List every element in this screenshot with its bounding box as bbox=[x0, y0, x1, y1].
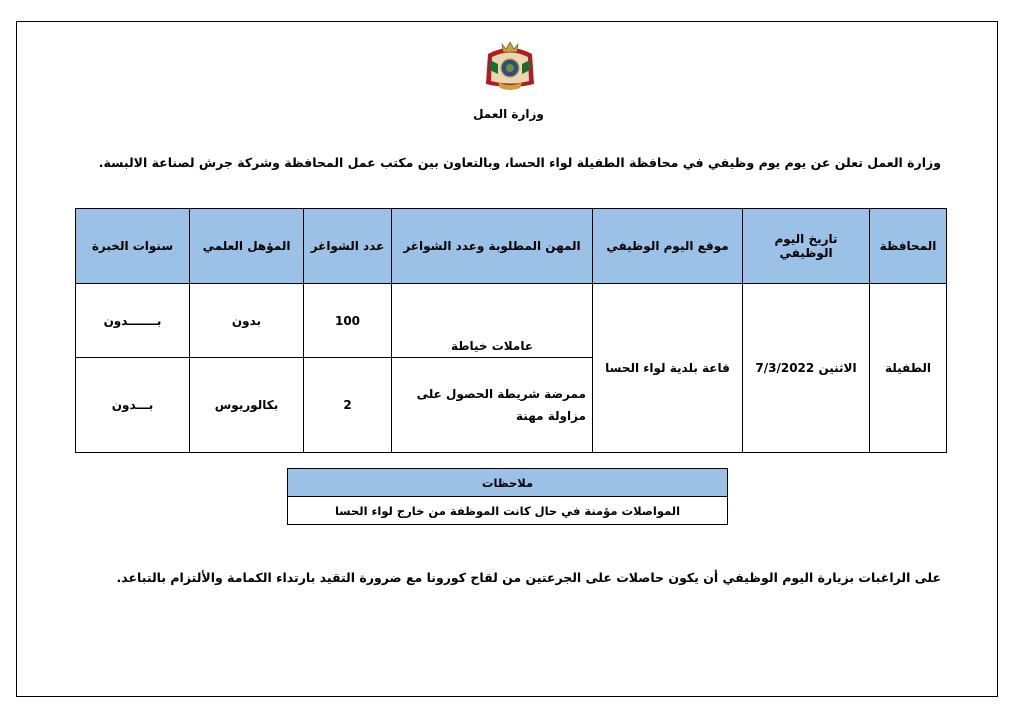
header-jobs: المهن المطلوبة وعدد الشواغر bbox=[392, 209, 593, 284]
header-date: تاريخ اليوم الوظيفي bbox=[743, 209, 870, 284]
job-cell: عاملات خياطة bbox=[392, 284, 593, 358]
job-cell: ممرضة شريطة الحصول على مزاولة مهنة bbox=[392, 358, 593, 453]
qualification-cell: بدون bbox=[190, 284, 304, 358]
governorate-cell: الطفيلة bbox=[870, 284, 947, 453]
table-header-row bbox=[76, 209, 947, 284]
table-row bbox=[76, 284, 947, 358]
job-fair-table bbox=[75, 208, 947, 453]
date-cell: الاثنين 7/3/2022 bbox=[743, 284, 870, 453]
notes-text: المواصلات مؤمنة في حال كانت الموظفة من خارج لواء الحسا bbox=[288, 497, 728, 525]
location-cell: قاعة بلدية لواء الحسا bbox=[593, 284, 743, 453]
header-vacancies: عدد الشواغر bbox=[304, 209, 392, 284]
header-location: موقع اليوم الوظيفي bbox=[593, 209, 743, 284]
announcement-text: وزارة العمل تعلن عن يوم يوم وظيفي في محافظة الطفيلة لواء الحسا، وبالتعاون بين مكتب عمل المحافظة وشركة جرش لصناعة الالبسة. bbox=[98, 155, 941, 170]
experience-cell: بـــــــدون bbox=[76, 284, 190, 358]
closing-text: على الراغبات بزيارة اليوم الوظيفي أن يكون حاصلات على الجرعتين من لقاح كورونا مع ضرورة التقيد بارتداء الكمامة والألتزام بالتباعد. bbox=[116, 570, 941, 585]
vacancies-cell: 100 bbox=[304, 284, 392, 358]
experience-cell: بـــدون bbox=[76, 358, 190, 453]
notes-box bbox=[287, 468, 728, 525]
header-governorate: المحافظة bbox=[870, 209, 947, 284]
header-qualification: المؤهل العلمي bbox=[190, 209, 304, 284]
jordan-coat-of-arms-icon bbox=[482, 40, 538, 94]
header-experience: سنوات الخبرة bbox=[76, 209, 190, 284]
ministry-name: وزارة العمل bbox=[473, 107, 544, 121]
notes-title: ملاحظات bbox=[288, 469, 728, 497]
qualification-cell: بكالوريوس bbox=[190, 358, 304, 453]
vacancies-cell: 2 bbox=[304, 358, 392, 453]
